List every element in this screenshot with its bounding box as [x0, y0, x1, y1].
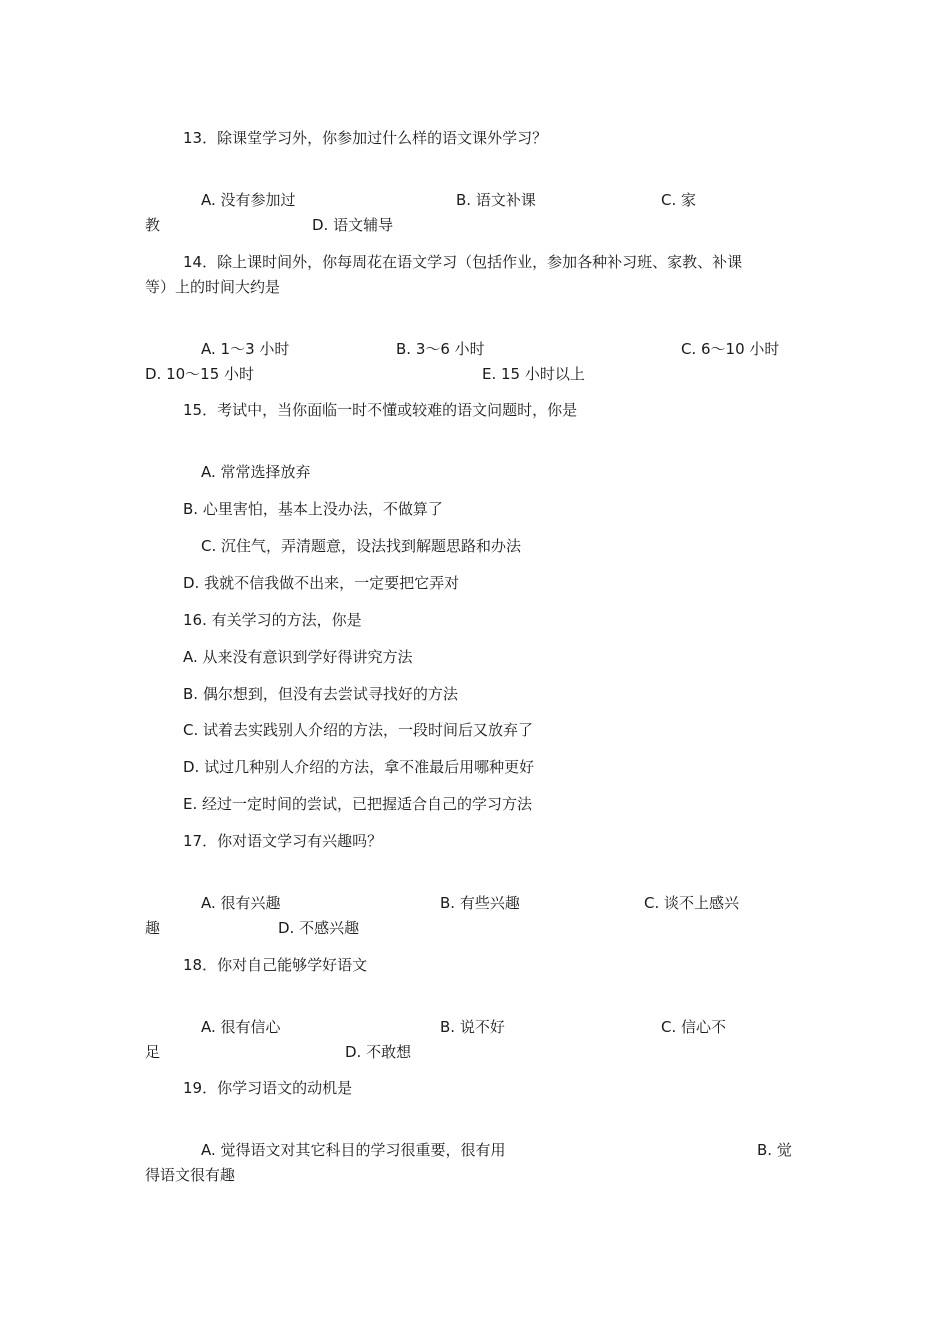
q13-option-c-continued: 教: [145, 216, 161, 234]
q16-question: 16. 有关学习的方法，你是: [183, 611, 362, 629]
q14-question: 14．除上课时间外，你每周花在语文学习（包括作业，参加各种补习班、家教、补课: [183, 253, 743, 271]
q13-question: 13．除课堂学习外，你参加过什么样的语文课外学习？: [183, 129, 548, 147]
q15-option-b: B. 心里害怕，基本上没办法，不做算了: [183, 500, 443, 518]
q18-option-b: B. 说不好: [440, 1018, 505, 1036]
q13-option-a: A. 没有参加过: [201, 191, 296, 209]
q16-option-e: E. 经过一定时间的尝试，已把握适合自己的学习方法: [183, 795, 533, 813]
q17-option-a: A. 很有兴趣: [201, 894, 281, 912]
q13-option-b: B. 语文补课: [456, 191, 536, 209]
q18-option-d: D. 不敢想: [345, 1043, 412, 1061]
q13-option-c: C. 家: [661, 191, 697, 209]
q18-question: 18．你对自己能够学好语文: [183, 956, 368, 974]
q17-option-c-continued: 趣: [145, 919, 161, 937]
q14-option-d: D. 10～15 小时: [145, 365, 255, 383]
q13-option-d: D. 语文辅导: [312, 216, 394, 234]
q18-option-c-continued: 足: [145, 1043, 161, 1061]
q15-option-c: C. 沉住气，弄清题意，设法找到解题思路和办法: [201, 537, 522, 555]
q16-option-a: A. 从来没有意识到学好得讲究方法: [183, 648, 413, 666]
q14-option-c: C. 6～10 小时: [681, 340, 780, 358]
q18-option-c: C. 信心不: [661, 1018, 727, 1036]
q15-option-a: A. 常常选择放弃: [201, 463, 311, 481]
q19-question: 19．你学习语文的动机是: [183, 1079, 353, 1097]
q14-option-a: A. 1～3 小时: [201, 340, 290, 358]
q19-option-b-continued: 得语文很有趣: [145, 1166, 236, 1184]
q14-question-continued: 等）上的时间大约是: [145, 278, 281, 296]
q16-option-b: B. 偶尔想到，但没有去尝试寻找好的方法: [183, 685, 458, 703]
q19-option-a: A. 觉得语文对其它科目的学习很重要，很有用: [201, 1141, 506, 1159]
q16-option-d: D. 试过几种别人介绍的方法，拿不准最后用哪种更好: [183, 758, 535, 776]
q17-option-d: D. 不感兴趣: [278, 919, 360, 937]
q15-option-d: D. 我就不信我做不出来，一定要把它弄对: [183, 574, 460, 592]
q17-question: 17．你对语文学习有兴趣吗？: [183, 832, 383, 850]
q17-option-b: B. 有些兴趣: [440, 894, 520, 912]
q19-option-b: B. 觉: [757, 1141, 792, 1159]
q18-option-a: A. 很有信心: [201, 1018, 281, 1036]
q14-option-b: B. 3～6 小时: [396, 340, 485, 358]
q16-option-c: C. 试着去实践别人介绍的方法，一段时间后又放弃了: [183, 721, 534, 739]
q15-question: 15．考试中，当你面临一时不懂或较难的语文问题时，你是: [183, 401, 578, 419]
q17-option-c: C. 谈不上感兴: [644, 894, 740, 912]
q14-option-e: E. 15 小时以上: [482, 365, 585, 383]
